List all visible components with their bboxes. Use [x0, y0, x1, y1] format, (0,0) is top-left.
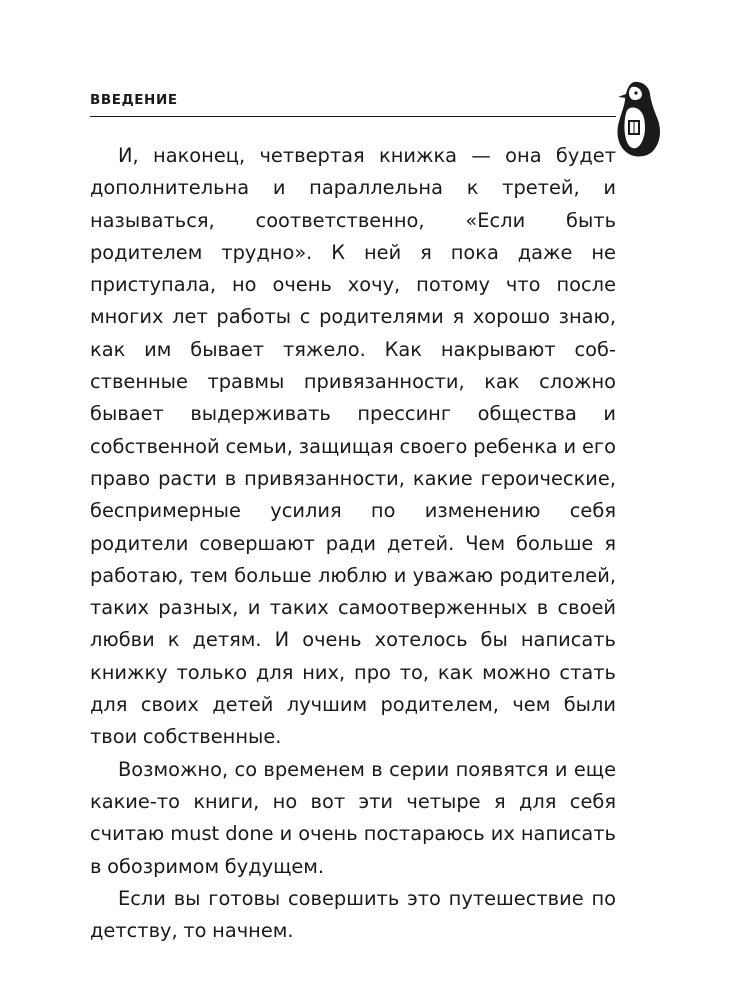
paragraph: И, наконец, четвертая книжка — она будет дополнительна и параллельна к третей, и называться, соответственно, «Если быть родителем трудно». К ней я пока даже не приступала, но очень хочу, потому что после многих лет работы с родителями я хорошо знаю, как им бывает тяжело. Как накрывают собственные травмы привязанности, как сложно бывает выдерживать прессинг общества и собственной семьи, защищая своего ребенка и его право расти в привязанности, какие героические, беспримерные усилия по изменению себя родители совершают ради детей. Чем больше я работаю, тем больше люблю и уважаю родителей, таких разных, и таких самоотверженных в своей любви к детям. И очень хотелось бы написать книжку только для них, про то, как можно стать для своих детей лучшим родителем, чем были твои собственные.	[90, 144, 616, 749]
header-rule	[90, 116, 616, 117]
paragraph: Если вы готовы совершить это путешествие по детству, то начнем.	[90, 886, 616, 943]
paragraph: Возможно, со временем в серии появятся и еще какие-то книги, но вот эти четыре я для себя считаю must done и очень постараюсь их написать в обозримом будущем.	[90, 757, 616, 878]
section-title: ВВЕДЕНИЕ	[90, 92, 178, 108]
penguin-icon	[612, 80, 662, 158]
running-header	[90, 92, 616, 118]
body-text	[90, 140, 616, 947]
